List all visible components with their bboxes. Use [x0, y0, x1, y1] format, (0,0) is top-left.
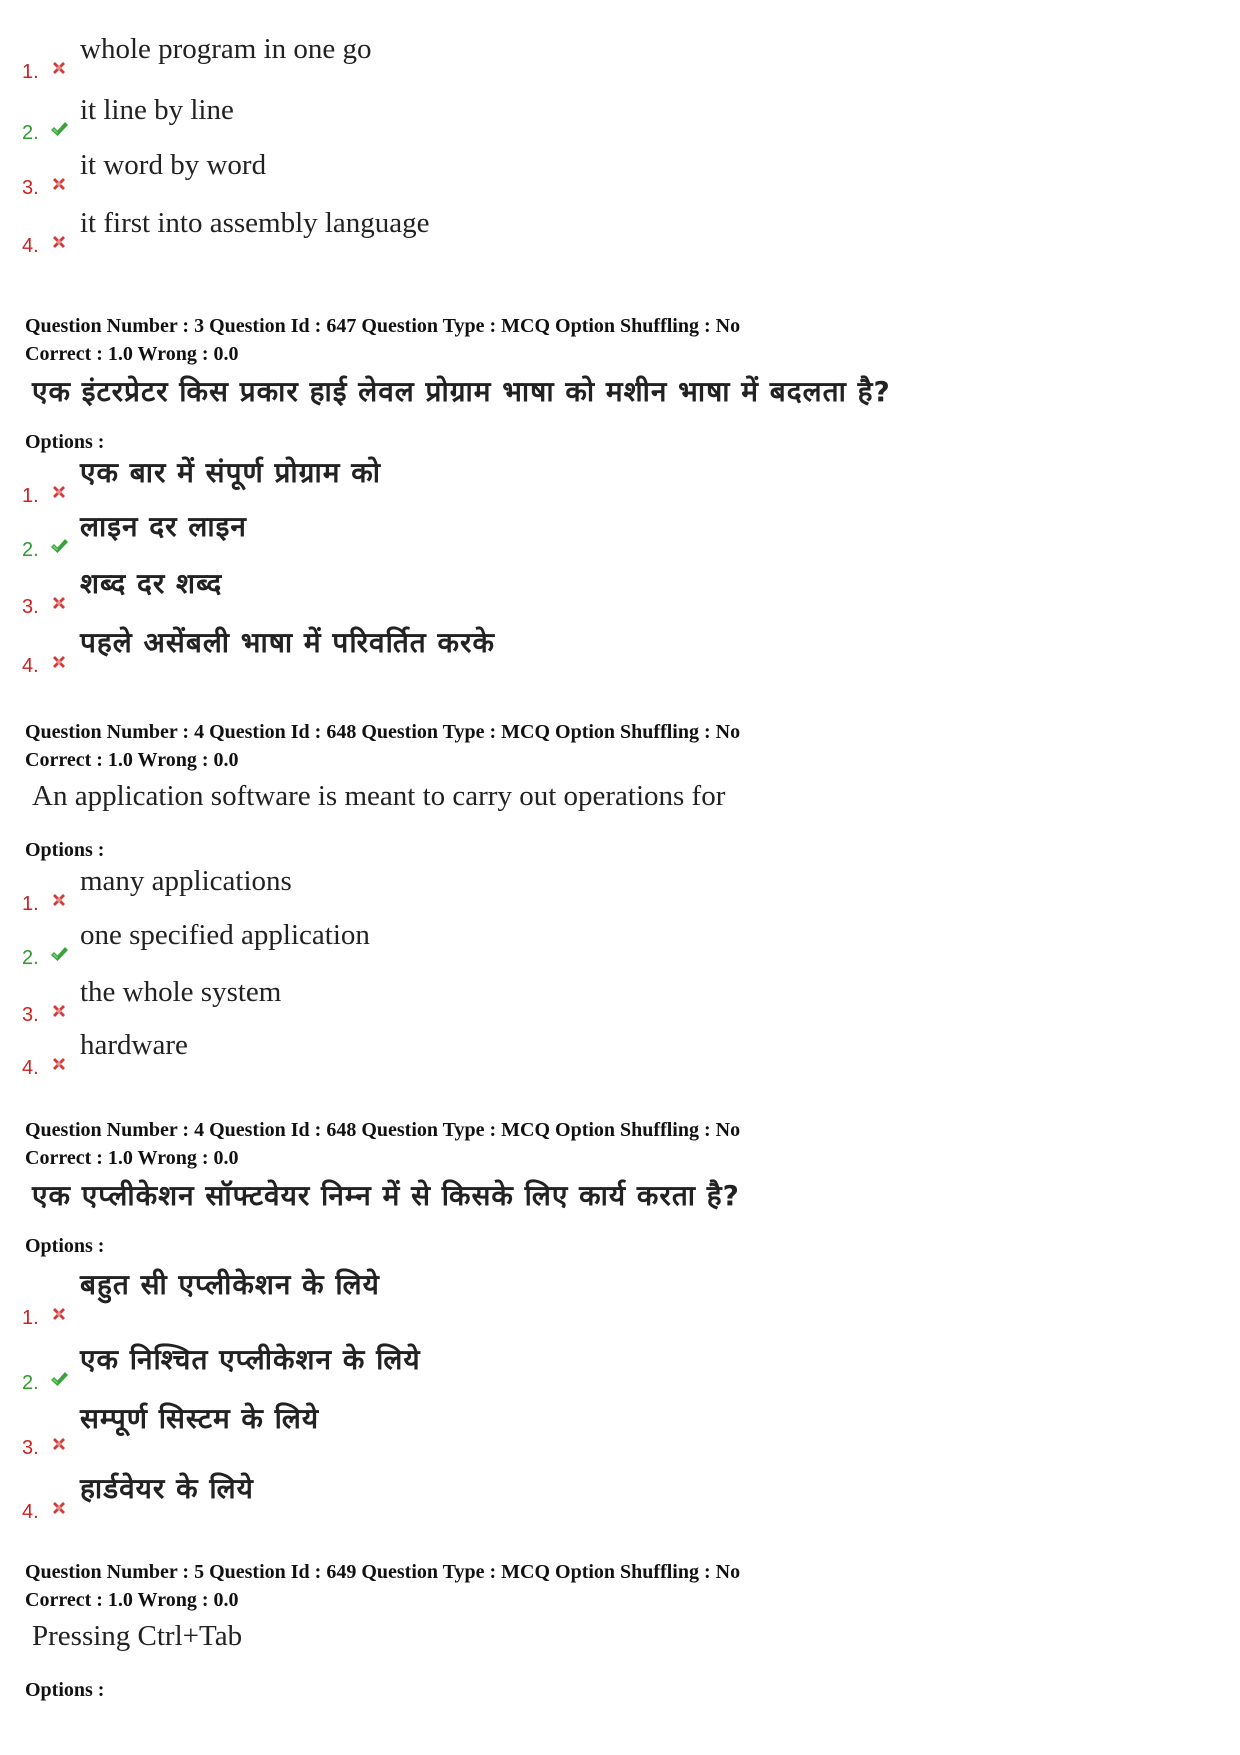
option-number: 1. — [22, 1307, 39, 1329]
correct-check-icon — [49, 119, 69, 139]
question-text: एक इंटरप्रेटर किस प्रकार हाई लेवल प्रोग्राम भाषा को मशीन भाषा में बदलता है? — [32, 375, 891, 408]
option-number: 4. — [22, 235, 39, 257]
wrong-cross-icon — [49, 1498, 69, 1518]
option-text: लाइन दर लाइन — [80, 510, 247, 543]
option-text: one specified application — [80, 919, 370, 951]
question-header: Question Number : 5 Question Id : 649 Question Type : MCQ Option Shuffling : No — [25, 1561, 741, 1583]
option-text: एक बार में संपूर्ण प्रोग्राम को — [80, 456, 381, 489]
option-number: 3. — [22, 1437, 39, 1459]
options-label: Options : — [25, 431, 105, 453]
question-text: An application software is meant to carry out operations for — [32, 780, 726, 812]
option-number: 3. — [22, 177, 39, 199]
option-number: 2. — [22, 947, 39, 969]
options-label: Options : — [25, 839, 105, 861]
option-number: 3. — [22, 596, 39, 618]
option-number: 1. — [22, 893, 39, 915]
option-number: 1. — [22, 485, 39, 507]
option-text: हार्डवेयर के लिये — [80, 1472, 254, 1505]
option-number: 4. — [22, 655, 39, 677]
correct-check-icon — [49, 1369, 69, 1389]
option-number: 2. — [22, 539, 39, 561]
question-score: Correct : 1.0 Wrong : 0.0 — [25, 749, 239, 771]
options-label: Options : — [25, 1679, 105, 1701]
option-text: many applications — [80, 865, 292, 897]
option-text: it first into assembly language — [80, 207, 430, 239]
option-text: whole program in one go — [80, 33, 372, 65]
wrong-cross-icon — [49, 1001, 69, 1021]
wrong-cross-icon — [49, 174, 69, 194]
option-text: बहुत सी एप्लीकेशन के लिये — [80, 1268, 380, 1301]
question-header: Question Number : 4 Question Id : 648 Question Type : MCQ Option Shuffling : No — [25, 1119, 741, 1141]
wrong-cross-icon — [49, 890, 69, 910]
question-score: Correct : 1.0 Wrong : 0.0 — [25, 1147, 239, 1169]
option-text: एक निश्चित एप्लीकेशन के लिये — [80, 1343, 421, 1376]
wrong-cross-icon — [49, 58, 69, 78]
option-text: शब्द दर शब्द — [80, 567, 223, 600]
correct-check-icon — [49, 536, 69, 556]
option-text: the whole system — [80, 976, 282, 1008]
option-number: 4. — [22, 1501, 39, 1523]
option-text: सम्पूर्ण सिस्टम के लिये — [80, 1402, 320, 1435]
question-text: Pressing Ctrl+Tab — [32, 1620, 243, 1652]
question-text: एक एप्लीकेशन सॉफ्टवेयर निम्न में से किसके लिए कार्य करता है? — [32, 1179, 740, 1212]
option-number: 4. — [22, 1057, 39, 1079]
question-score: Correct : 1.0 Wrong : 0.0 — [25, 1589, 239, 1611]
wrong-cross-icon — [49, 652, 69, 672]
question-header: Question Number : 4 Question Id : 648 Question Type : MCQ Option Shuffling : No — [25, 721, 741, 743]
wrong-cross-icon — [49, 482, 69, 502]
option-text: hardware — [80, 1029, 188, 1061]
options-label: Options : — [25, 1235, 105, 1257]
wrong-cross-icon — [49, 1054, 69, 1074]
option-text: it word by word — [80, 149, 267, 181]
wrong-cross-icon — [49, 1434, 69, 1454]
option-number: 1. — [22, 61, 39, 83]
question-header: Question Number : 3 Question Id : 647 Question Type : MCQ Option Shuffling : No — [25, 315, 741, 337]
option-text: it line by line — [80, 94, 234, 126]
option-number: 2. — [22, 1372, 39, 1394]
option-number: 3. — [22, 1004, 39, 1026]
wrong-cross-icon — [49, 593, 69, 613]
option-text: पहले असेंबली भाषा में परिवर्तित करके — [80, 626, 495, 659]
question-score: Correct : 1.0 Wrong : 0.0 — [25, 343, 239, 365]
option-number: 2. — [22, 122, 39, 144]
wrong-cross-icon — [49, 1304, 69, 1324]
wrong-cross-icon — [49, 232, 69, 252]
correct-check-icon — [49, 944, 69, 964]
